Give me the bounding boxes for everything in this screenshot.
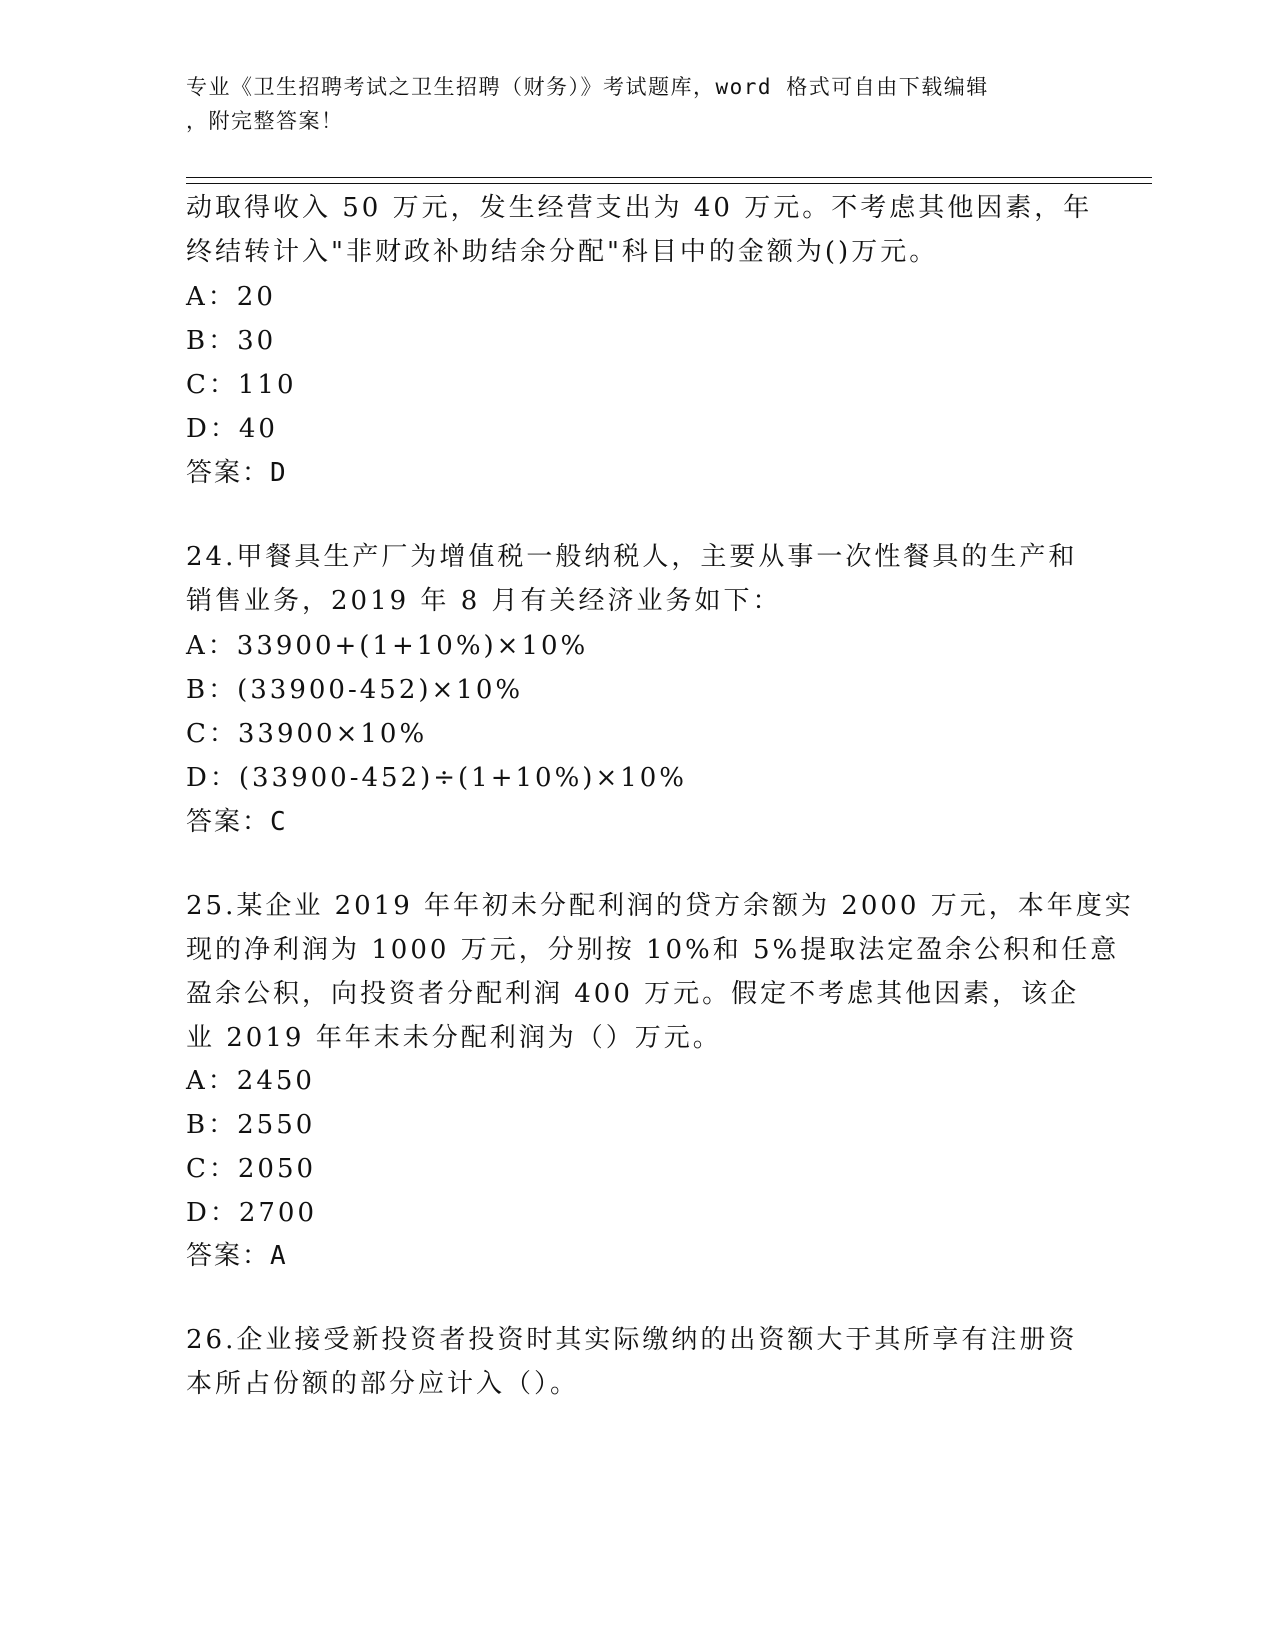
option-d: D：40 <box>186 414 278 444</box>
answer-label: 答案：D <box>186 458 288 488</box>
question-stem-line: 24.甲餐具生产厂为增值税一般纳税人，主要从事一次性餐具的生产和 <box>186 542 1078 572</box>
option-d: D：2700 <box>186 1198 318 1228</box>
header-line-1: 专业《卫生招聘考试之卫生招聘（财务）》考试题库，word 格式可自由下载编辑 <box>186 75 989 99</box>
option-b: B：(33900-452)×10% <box>186 675 524 705</box>
header-rule-top <box>186 177 1152 178</box>
option-b: B：2550 <box>186 1110 316 1140</box>
answer-label: 答案：C <box>186 807 288 837</box>
answer-label: 答案：A <box>186 1241 288 1271</box>
question-stem-line: 终结转计入"非财政补助结余分配"科目中的金额为()万元。 <box>186 237 939 267</box>
header-rule-bottom <box>186 183 1152 184</box>
option-a: A：20 <box>186 282 276 312</box>
option-c: C：33900×10% <box>186 719 428 749</box>
question-stem-line: 动取得收入 50 万元，发生经营支出为 40 万元。不考虑其他因素，年 <box>186 193 1093 223</box>
question-stem-line: 盈余公积，向投资者分配利润 400 万元。假定不考虑其他因素，该企 <box>186 979 1080 1009</box>
question-stem-line: 销售业务，2019 年 8 月有关经济业务如下： <box>186 586 782 616</box>
option-c: C：2050 <box>186 1154 317 1184</box>
option-a: A：33900+(1+10%)×10% <box>186 631 589 661</box>
question-stem-line: 25.某企业 2019 年年初未分配利润的贷方余额为 2000 万元，本年度实 <box>186 891 1134 921</box>
question-stem-line: 26.企业接受新投资者投资时其实际缴纳的出资额大于其所享有注册资 <box>186 1325 1078 1355</box>
option-a: A：2450 <box>186 1066 315 1096</box>
option-b: B：30 <box>186 326 277 356</box>
option-d: D：(33900-452)÷(1+10%)×10% <box>186 763 688 793</box>
document-header <box>186 70 1066 138</box>
question-stem-line: 现的净利润为 1000 万元，分别按 10%和 5%提取法定盈余公积和任意 <box>186 935 1120 965</box>
option-c: C：110 <box>186 370 297 400</box>
question-stem-line: 业 2019 年年末未分配利润为（）万元。 <box>186 1023 722 1053</box>
header-line-2: ，附完整答案！ <box>186 109 344 133</box>
question-stem-line: 本所占份额的部分应计入（）。 <box>186 1369 580 1399</box>
